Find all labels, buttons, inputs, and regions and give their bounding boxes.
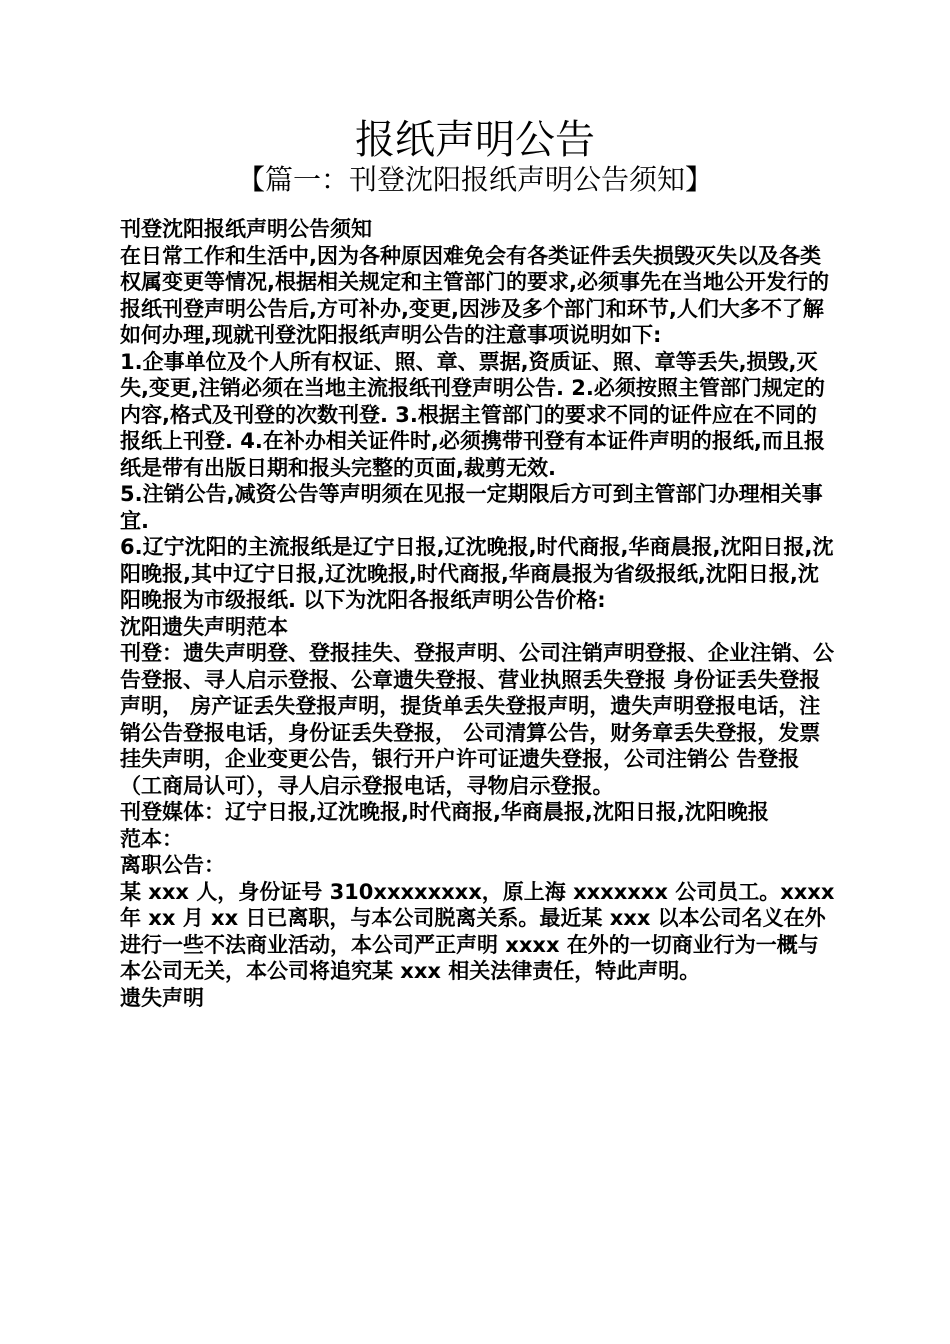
document-title: 报纸声明公告 <box>355 117 595 163</box>
paragraph-media: 刊登媒体：辽宁日报,辽沈晚报,时代商报,华商晨报,沈阳日报,沈阳晚报 <box>120 800 769 824</box>
paragraph-services: 刊登：遗失声明登、登报挂失、登报声明、公司注销声明登报、企业注销、公告登报、寻人启示登报、公章遗失登报、营业执照丢失登报 身份证丢失登报声明， 房产证丢失登报声明，提货单丢失登报声明，遗失声明登报电话，注销公告登报电话，身份证丢失登报， 公司清算公告，财务章丢失登报，发票挂失声明，企业变更公告，银行开户许可证遗失登报，公司注销公 告登报（工商局认可），寻人启示登报电话，寻物启示登报。 <box>120 641 834 798</box>
label-sample: 范本： <box>120 826 183 851</box>
label-resignation-notice: 离职公告： <box>120 853 225 877</box>
section-heading-template: 沈阳遗失声明范本 <box>120 614 288 639</box>
paragraph-intro: 在日常工作和生活中,因为各种原因难免会有各类证件丢失损毁灭失以及各类权属变更等情况,根据相关规定和主管部门的要求,必须事先在当地公开发行的报纸刊登声明公告后,方可补办,变更,因涉及多个部门和环节,人们大多不了解如何办理,现就刊登沈阳报纸声明公告的注意事项说明如下: <box>120 243 829 347</box>
paragraph-item-6: 6.辽宁沈阳的主流报纸是辽宁日报,辽沈晚报,时代商报,华商晨报,沈阳日报,沈阳晚报,其中辽宁日报,辽沈晚报,时代商报,华商晨报为省级报纸,沈阳日报,沈阳晚报为市级报纸. 以下为沈阳各报纸声明公告价格: <box>120 535 834 612</box>
label-loss-statement: 遗失声明 <box>120 985 204 1010</box>
paragraph-resignation-text: 某 xxx 人，身份证号 310xxxxxxxx，原上海 xxxxxxx 公司员工。xxxx 年 xx 月 xx 日已离职，与本公司脱离关系。最近某 xxx 以本公司名义在外进行一些不法商业活动，本公司严正声明 xxxx 在外的一切商业行为一概与本公司无关，本公司将追究某 xxx 相关法律责任，特此声明。 <box>120 879 835 983</box>
paragraph-items-1-4: 1.企事单位及个人所有权证、照、章、票据,资质证、照、章等丢失,损毁,灭失,变更,注销必须在当地主流报纸刊登声明公告. 2.必须按照主管部门规定的内容,格式及刊登的次数刊登. 3.根据主管部门的要求不同的证件应在不同的报纸上刊登. 4.在补办相关证件时,必须携带刊登有本证件声明的报纸,而且报纸是带有出版日期和报头完整的页面,裁剪无效. <box>120 349 825 480</box>
document-body <box>114 216 836 1011</box>
section-heading: 刊登沈阳报纸声明公告须知 <box>120 217 372 241</box>
document-subtitle: 【篇一：刊登沈阳报纸声明公告须知】 <box>236 163 713 196</box>
paragraph-item-5: 5.注销公告,减资公告等声明须在见报一定期限后方可到主管部门办理相关事宜. <box>120 482 823 533</box>
